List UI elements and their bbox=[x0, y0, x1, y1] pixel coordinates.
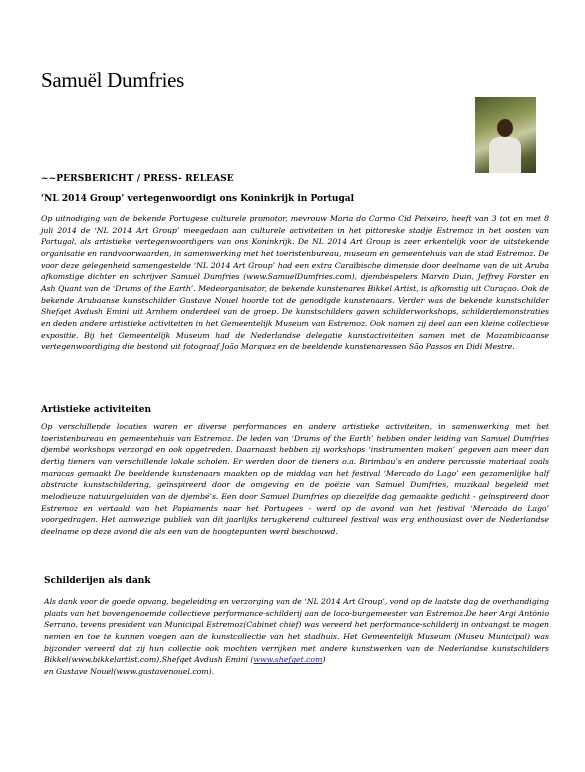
paintings-text-close: ) bbox=[322, 655, 326, 665]
author-photo bbox=[475, 97, 536, 173]
paintings-text: Als dank voor de goede opvang, begeleiding en verzorging van de ‘NL 2014 Art Group’, vond op de laatste dag de overhandiging plaats van het bovengenoemde collectieve performance-schilderij aan de loco-burgemeester van Estremoz.De heer Argi António Serrano, tevens president van Municipal Estremoz(Cabinet chief) was vereerd het performance-schilderij in ontvangst te mogen nemen en toe te kunnen voegen aan de kunstcollectie van het stadhuis. Het Gemeentelijk Museum (Museu Municipal) was bijzonder vereerd dat zij hun collectie ook mochten verrijken met andere kunstwerken van de Nederlandse kunstschilders Bikkel(www.bikkelartist.com),Shefqet Avdush Emini ( bbox=[44, 597, 549, 665]
author-name: Samuël Dumfries bbox=[41, 68, 185, 92]
paintings-last-line: en Gustave Nouel(www.gustavenouel.com). bbox=[44, 666, 215, 676]
section-heading-paintings: Schilderijen als dank bbox=[44, 576, 151, 586]
press-release-kicker: ~~PERSBERICHT / PRESS- RELEASE bbox=[41, 174, 234, 184]
section-heading-portugal: ‘NL 2014 Group’ vertegenwoordigt ons Koninkrijk in Portugal bbox=[41, 194, 354, 204]
photo-head-shape bbox=[497, 119, 513, 137]
photo-shirt-shape bbox=[489, 137, 521, 173]
shefqet-link[interactable]: www.shefqet.com bbox=[253, 655, 323, 665]
section-body-paintings bbox=[44, 596, 549, 678]
section-body-portugal: Op uitnodiging van de bekende Portugese culturele promotor, mevrouw Maria do Carmo Cid Peixeiro, heeft van 3 tot en met 8 juli 2014 de ‘NL 2014 Art Group’ meegedaan aan culturele activiteiten in het pittoreske stadje Estremoz in het oosten van Portugal, als artistieke vertegenwoordigers van ons Koninkrijk. De NL 2014 Art Group is zeer erkentelijk voor de uitstekende organisatie en randvoorwaarden, in samenwerking met het toeristenbureau, museum en gemeentehuis van de stad Estremoz. De voor deze gelegenheid samengestelde ‘NL 2014 Art Group’ had een extra Caraïbische dimensie door deelname van de uit Aruba afkomstige dichter en schrijver Samuel Dumfries (www.SamuelDumfries.com), djembéspelers Marvin Duin, Jeffrey Forster en Ash Quant van de ‘Drums of the Earth’. Medeorganisator, de bekende kunstenares Bikkel Artist, is afkomstig uit Curaçao. Ook de bekende Arubaanse kunstschilder Gustave Nouel hoorde tot de genodigde kunstenaars. Verder was de bekende kunstschilder Shefqet Avdush Emini uit Arnhem onderdeel van de groep. De kunstschilders gaven schilderworkshops, schilderdemonstraties en deden andere artistieke activiteiten in het Gemeentelijk Museum van Estremoz. Ook namen zij deel aan een kleine collectieve expositie. Bij het Gemeentelijk Museum had de Nederlandse delegatie kunstactiviteiten samen met de Mozambicaanse vertegenwoordiging die bestond uit fotograaf João Marquez en de beeldende kunstenaressen São Passos en Didi Mestre. bbox=[41, 214, 549, 352]
section-body-activities: Op verschillende locaties waren er diverse performances en andere artistieke activiteiten, in samenwerking met het toeristenbureau en gemeentehuis van Estremoz. De leden van ‘Drums of the Earth’ hebben onder leiding van Samuel Dumfries djembé workshops verzorgd en ook opgetreden. Daarnaast hebben zij workshops ‘instrumenten maken’ gegeven aan meer dan dertig tieners van verschillende lokale scholen. Er werden door de tieners o.a. Birimbau’s en andere percussie materiaal zoals maracas gemaakt De beeldende kunstenaars maakten op de middag van het festival ‘Mercado do Lago’ een gezamenlijke half abstracte kunstschildering, geïnspireerd door de omgeving en de poëzie van Samuel Dumfries, muzikaal begeleid met melodieuze natuurgeluiden van de djembé’s. Een door Samuel Dumfries op diezelfde dag gemaakte gedicht - geïnspireerd door Estremoz en vertaald van het Papiaments naar het Portugees - werd op de avond van het festival ‘Mercado do Lago’ voorgedragen. Het aanwezige publiek van dit jaarlijks terugkerend cultureel festival was erg enthousiast over de Nederlandse deelname op deze avond die als een van de hoogtepunten werd beschouwd. bbox=[41, 422, 549, 536]
section-heading-activities: Artistieke activiteiten bbox=[41, 405, 152, 415]
